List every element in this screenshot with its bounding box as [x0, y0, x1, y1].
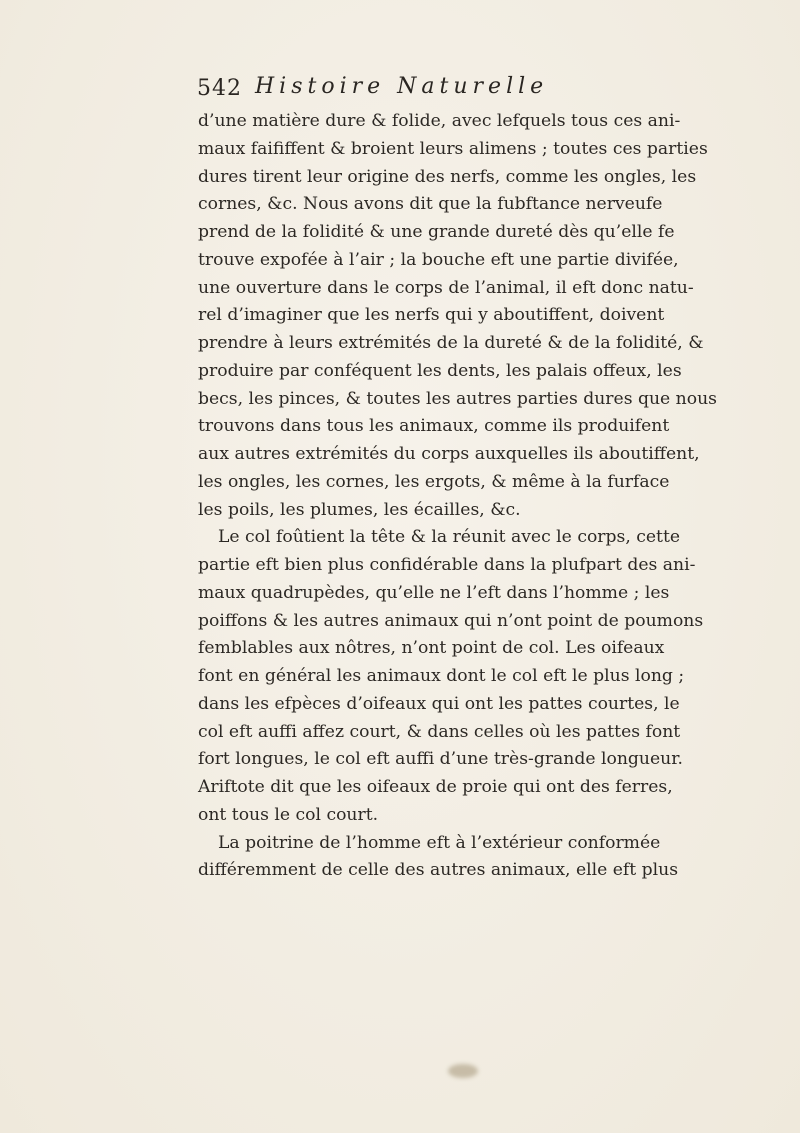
text-line: prendre à leurs extrémités de la dureté & de la folidité, &: [198, 333, 704, 353]
text-line: une ouverture dans le corps de l’animal, il eft donc natu-: [198, 277, 694, 298]
text-line: cornes, &c. Nous avons dit que la fubftance nerveufe: [198, 194, 663, 215]
text-line: dans les efpèces d’oifeaux qui ont les pattes courtes, le: [198, 693, 680, 714]
text-line: produire par conféquent les dents, les palais offeux, les: [198, 360, 682, 381]
text-line: dures tirent leur origine des nerfs, comme les ongles, les: [198, 166, 697, 187]
text-line: font en général les animaux dont le col eft le plus long ;: [198, 666, 685, 686]
text-line: trouvons dans tous les animaux, comme ils produifent: [198, 416, 670, 437]
running-title: Histoire Naturelle: [255, 74, 549, 99]
text-line: rel d’imaginer que les nerfs qui y aboutiffent, doivent: [198, 305, 665, 326]
text-line: les ongles, les cornes, les ergots, & même à la furface: [198, 471, 670, 492]
text-line: maux quadrupèdes, qu’elle ne l’eft dans l’homme ; les: [198, 582, 670, 603]
body-text: [198, 108, 717, 885]
text-line: Ariftote dit que les oifeaux de proie qui ont des ferres,: [198, 777, 673, 797]
text-line: différemment de celle des autres animaux, elle eft plus: [198, 860, 679, 881]
text-line: becs, les pinces, & toutes les autres parties dures que nous: [198, 388, 717, 409]
text-line: d’une matière dure & folide, avec lefquels tous ces ani-: [198, 111, 681, 131]
text-line: partie eft bien plus confidérable dans la plufpart des ani-: [198, 555, 696, 575]
text-line: trouve expofée à l’air ; la bouche eft une partie divifée,: [198, 249, 679, 270]
text-line: femblables aux nôtres, n’ont point de col. Les oifeaux: [198, 638, 665, 659]
text-line: poiffons & les autres animaux qui n’ont point de poumons: [198, 610, 704, 631]
text-line: col eft auffi affez court, & dans celles où les pattes font: [198, 721, 681, 742]
paragraph-start-line: La poitrine de l’homme eft à l’extérieur conformée: [218, 832, 661, 853]
text-line: maux faififfent & broient leurs alimens ; toutes ces parties: [198, 138, 708, 159]
paragraph-start-line: Le col foûtient la tête & la réunit avec le corps, cette: [218, 527, 681, 548]
text-line: fort longues, le col eft auffi d’une très-grande longueur.: [198, 749, 684, 770]
page-number: 542: [197, 76, 242, 101]
text-line: ont tous le col court.: [198, 804, 379, 825]
text-line: prend de la folidité & une grande dureté dès qu’elle fe: [198, 222, 675, 242]
text-line: les poils, les plumes, les écailles, &c.: [198, 499, 521, 520]
text-line: aux autres extrémités du corps auxquelles ils aboutiffent,: [198, 444, 700, 464]
ink-stain: [448, 1064, 478, 1078]
page-header: [197, 70, 637, 106]
